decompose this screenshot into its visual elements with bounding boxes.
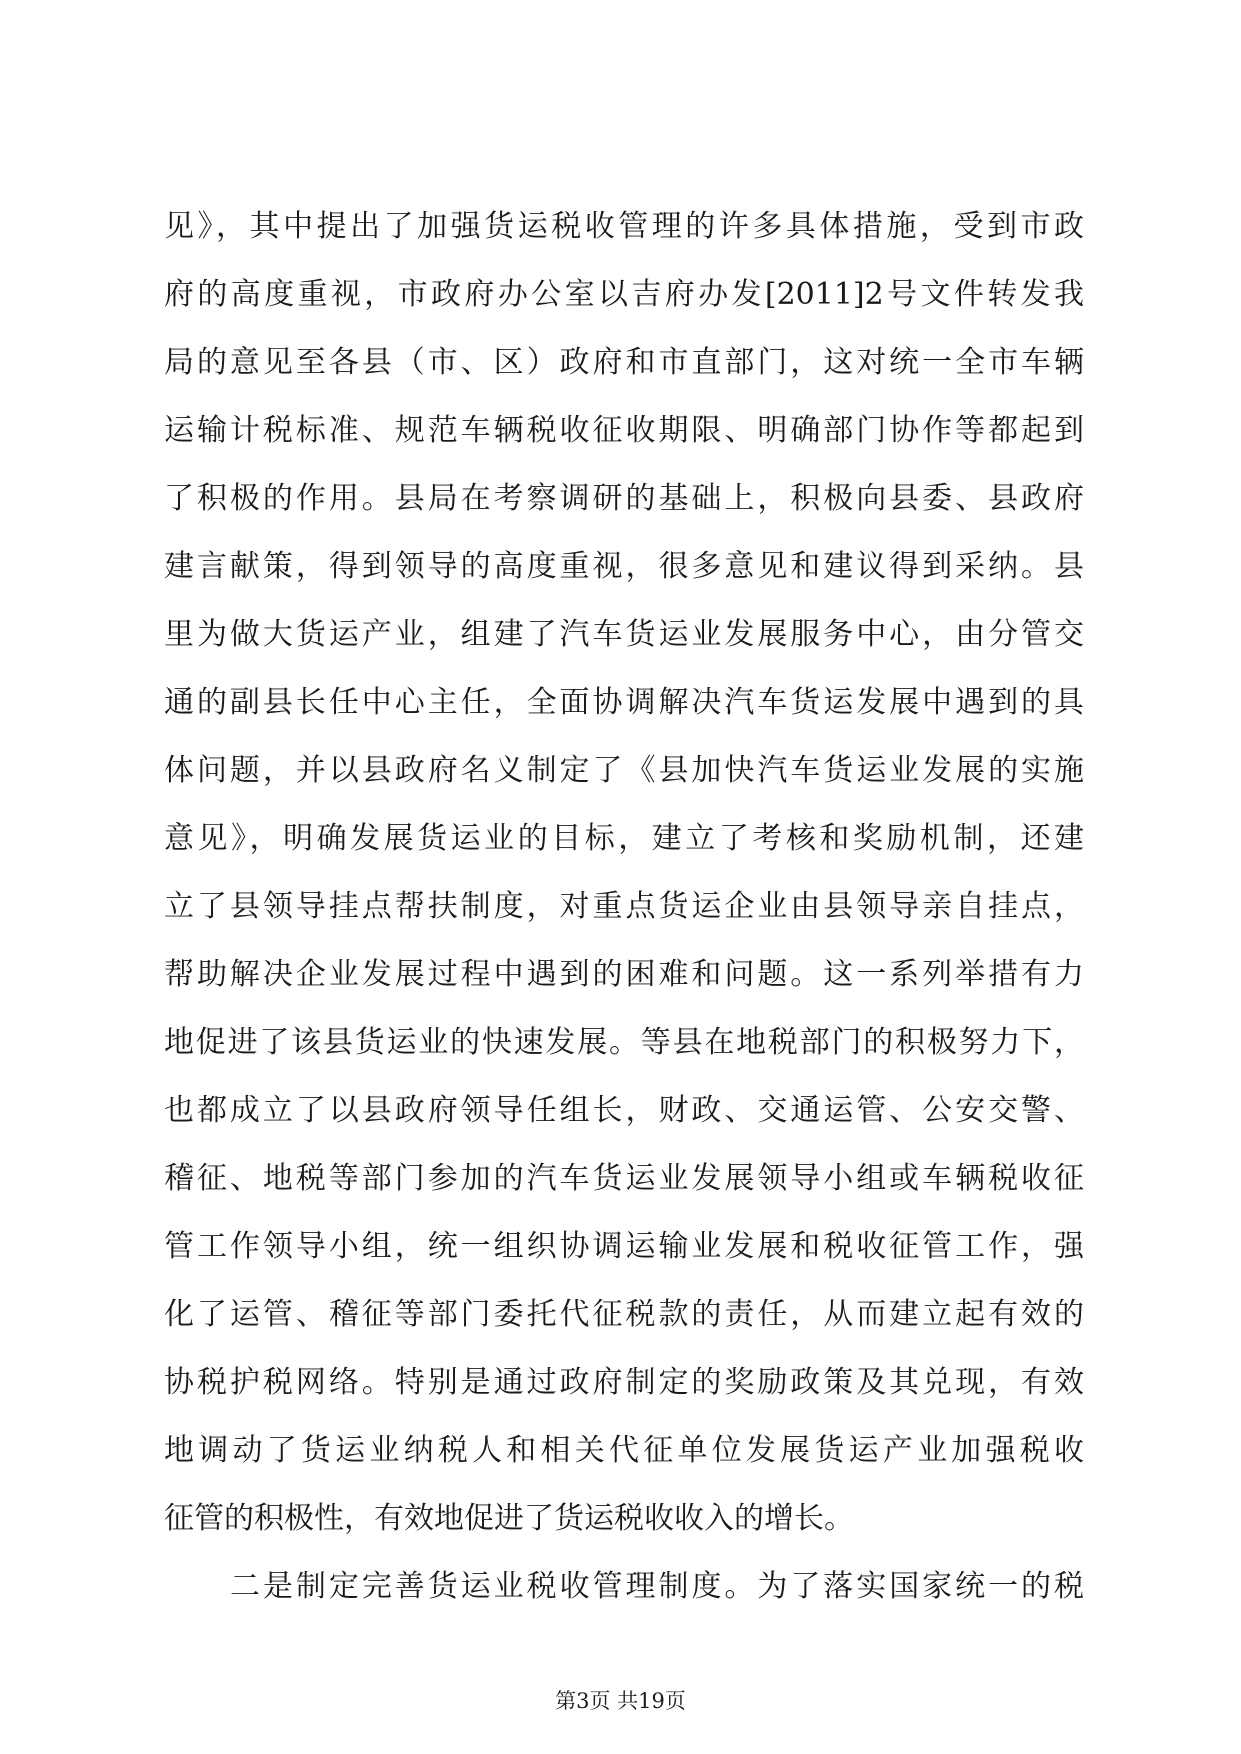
body-text-line: 帮助解决企业发展过程中遇到的困难和问题。这一系列举措有力 — [164, 957, 1084, 992]
body-text-line: 见》，其中提出了加强货运税收管理的许多具体措施，受到市政 — [164, 209, 1084, 244]
page-number-footer: 第3页 共19页 — [555, 1689, 686, 1713]
body-text-line: 协税护税网络。特别是通过政府制定的奖励政策及其兑现，有效 — [164, 1365, 1084, 1400]
body-text-line: 意见》，明确发展货运业的目标，建立了考核和奖励机制，还建 — [164, 821, 1084, 856]
body-text-line: 管工作领导小组，统一组织协调运输业发展和税收征管工作，强 — [164, 1229, 1084, 1264]
body-text-line: 建言献策，得到领导的高度重视，很多意见和建议得到采纳。县 — [164, 549, 1084, 584]
body-text-line: 地促进了该县货运业的快速发展。等县在地税部门的积极努力下， — [164, 1025, 1084, 1060]
body-text-line: 府的高度重视，市政府办公室以吉府办发[2011]2号文件转发我 — [164, 277, 1084, 312]
body-text-line: 立了县领导挂点帮扶制度，对重点货运企业由县领导亲自挂点， — [164, 889, 1084, 924]
body-text-line: 征管的积极性，有效地促进了货运税收收入的增长。 — [164, 1501, 854, 1536]
paragraph-start-line: 二是制定完善货运业税收管理制度。为了落实国家统一的税 — [230, 1569, 1084, 1604]
body-text-line: 通的副县长任中心主任，全面协调解决汽车货运发展中遇到的具 — [164, 685, 1084, 720]
body-text-line: 化了运管、稽征等部门委托代征税款的责任，从而建立起有效的 — [164, 1297, 1084, 1332]
body-text-line: 里为做大货运产业，组建了汽车货运业发展服务中心，由分管交 — [164, 617, 1084, 652]
body-text-line: 运输计税标准、规范车辆税收征收期限、明确部门协作等都起到 — [164, 413, 1084, 448]
body-text-line: 稽征、地税等部门参加的汽车货运业发展领导小组或车辆税收征 — [164, 1161, 1084, 1196]
body-text-line: 了积极的作用。县局在考察调研的基础上，积极向县委、县政府 — [164, 481, 1084, 516]
body-text-line: 体问题，并以县政府名义制定了《县加快汽车货运业发展的实施 — [164, 753, 1084, 788]
body-text-line: 地调动了货运业纳税人和相关代征单位发展货运产业加强税收 — [164, 1433, 1084, 1468]
body-text-line: 局的意见至各县（市、区）政府和市直部门，这对统一全市车辆 — [164, 345, 1084, 380]
body-text-line: 也都成立了以县政府领导任组长，财政、交通运管、公安交警、 — [164, 1093, 1084, 1128]
